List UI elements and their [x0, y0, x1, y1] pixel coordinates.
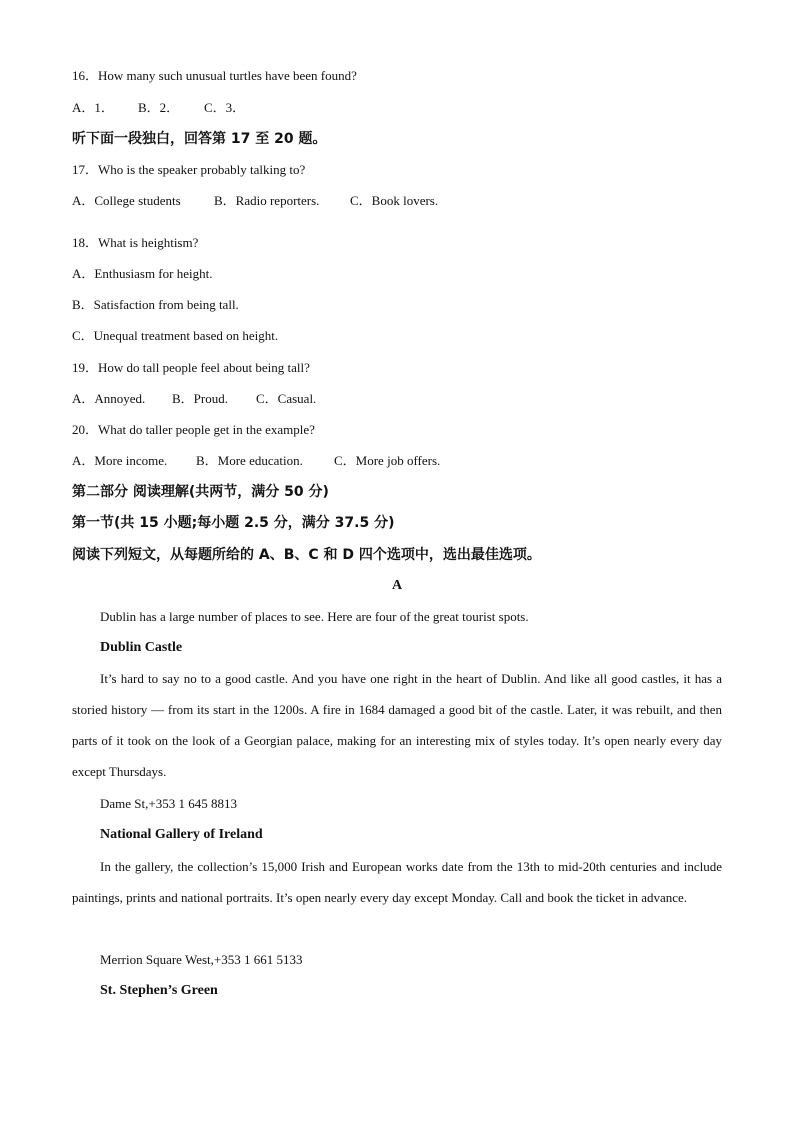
- option-b: B．More education.: [196, 453, 303, 468]
- option-a: A．More income.: [72, 453, 168, 468]
- passage-letter: A: [391, 578, 403, 593]
- spot-heading-st-stephens-green: St. Stephen’s Green: [100, 983, 218, 998]
- part-2-title: 第二部分 阅读理解(共两节，满分 50 分): [72, 484, 329, 500]
- spot-address-dublin-castle: Dame St,+353 1 645 8813: [100, 796, 237, 811]
- question-16-stem: 16．How many such unusual turtles have been found?: [72, 68, 357, 83]
- question-17-options: [72, 193, 438, 209]
- option-a: A．1．: [72, 100, 114, 115]
- option-c: C．Casual.: [256, 391, 317, 406]
- option-b: B．Radio reporters.: [214, 193, 320, 208]
- spot-text-dublin-castle: It’s hard to say no to a good castle. And you have one right in the heart of Dublin. And like all good castles, it has a storied history — from its start in the 1200s. A fire in 1684 damaged a good bit of the castle. Later, it was rebuilt, and then parts of it took on the look of a Georgian palace, making for an interesting mix of styles today. It’s open nearly every day except Thursdays.: [72, 671, 722, 779]
- question-18-option-c: C．Unequal treatment based on height.: [72, 328, 279, 343]
- option-b: B．2．: [138, 100, 180, 115]
- spot-heading-dublin-castle: Dublin Castle: [100, 640, 183, 655]
- question-20-stem: 20．What do taller people get in the example?: [72, 422, 315, 437]
- spot-address-national-gallery: Merrion Square West,+353 1 661 5133: [100, 952, 303, 967]
- question-16-options: [72, 100, 245, 116]
- question-19-stem: 19．How do tall people feel about being tall?: [72, 360, 310, 375]
- question-18-option-a: A．Enthusiasm for height.: [72, 266, 213, 281]
- option-b: B．Proud.: [172, 391, 228, 406]
- option-a: A．College students: [72, 193, 181, 208]
- spot-heading-national-gallery: National Gallery of Ireland: [100, 827, 263, 842]
- passage-intro: Dublin has a large number of places to see. Here are four of the great tourist spots.: [100, 609, 529, 624]
- option-c: C．More job offers.: [334, 453, 441, 468]
- question-18-option-b: B．Satisfaction from being tall.: [72, 297, 239, 312]
- section-1-title: 第一节(共 15 小题;每小题 2.5 分，满分 37.5 分): [72, 515, 395, 531]
- spot-text-national-gallery: In the gallery, the collection’s 15,000 Irish and European works date from the 13th to mid-20th centuries and include paintings, prints and national portraits. It’s open nearly every day except Monday. Call and book the ticket in advance.: [72, 859, 722, 905]
- question-17-stem: 17．Who is the speaker probably talking to?: [72, 162, 306, 177]
- option-c: C．3．: [204, 100, 246, 115]
- question-18-stem: 18．What is heightism?: [72, 235, 199, 250]
- option-c: C．Book lovers.: [350, 193, 439, 208]
- option-a: A．Annoyed.: [72, 391, 146, 406]
- reading-instructions: 阅读下列短文，从每题所给的 A、B、C 和 D 四个选项中，选出最佳选项。: [72, 547, 541, 563]
- question-19-options: [72, 391, 316, 407]
- section-heading-17-20: 听下面一段独白，回答第 17 至 20 题。: [72, 131, 327, 147]
- question-20-options: [72, 453, 440, 469]
